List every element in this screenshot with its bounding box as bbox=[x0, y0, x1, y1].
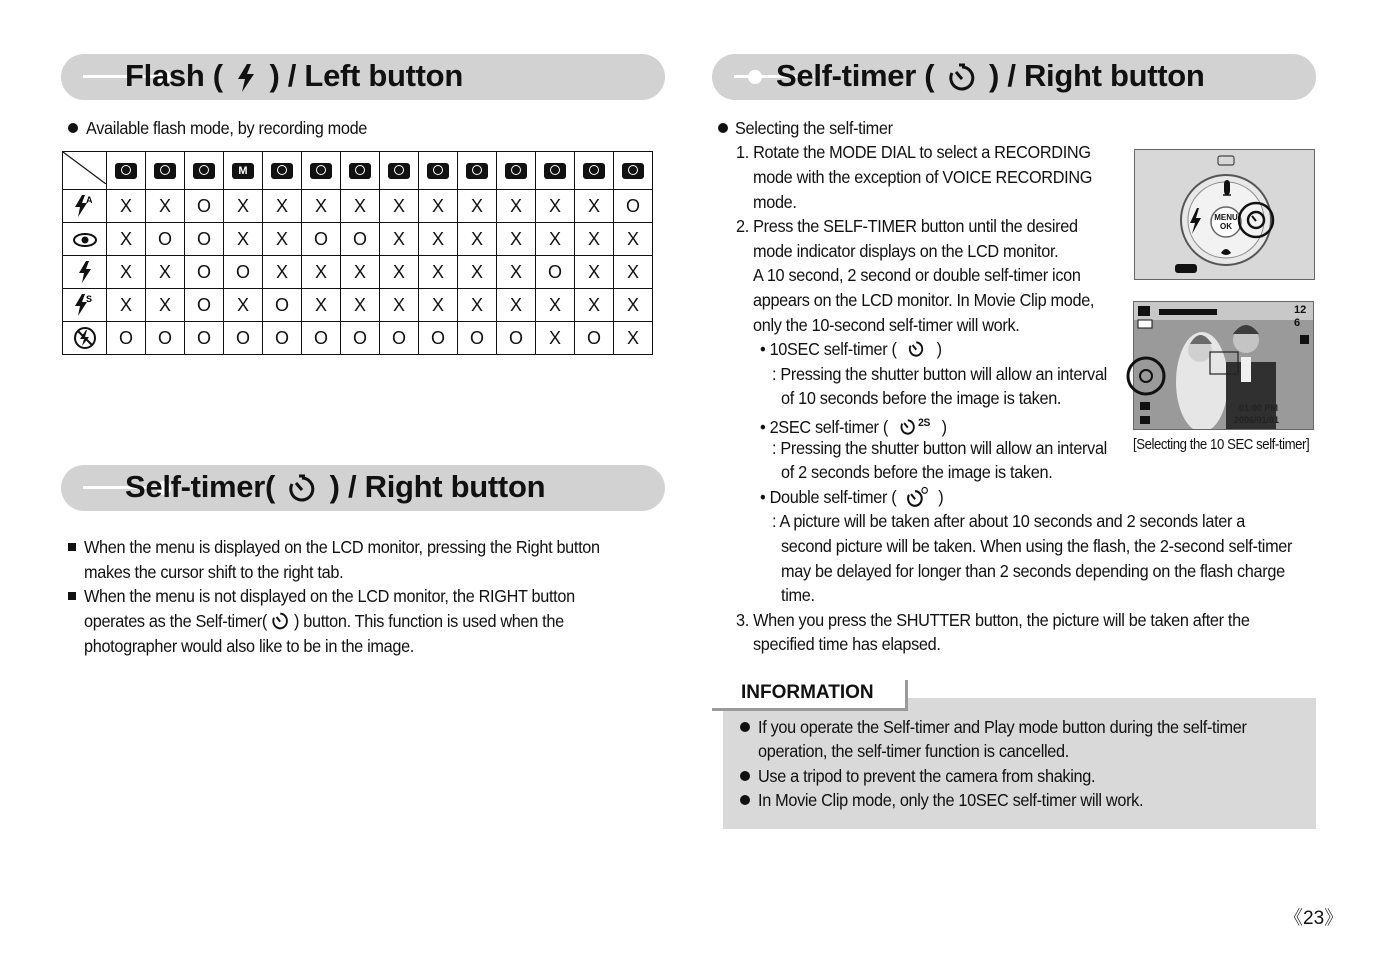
information-label: INFORMATION bbox=[741, 682, 874, 703]
sub-10sec-label: • 10SEC self-timer ( ) bbox=[760, 339, 942, 359]
table-cell: X bbox=[263, 190, 302, 223]
table-cell: O bbox=[458, 322, 497, 355]
table-cell: X bbox=[341, 190, 380, 223]
table-cell: X bbox=[146, 190, 185, 223]
self-timer-icon bbox=[287, 474, 317, 504]
table-cell: O bbox=[263, 289, 302, 322]
table-cell: X bbox=[146, 289, 185, 322]
table-cell: O bbox=[185, 289, 224, 322]
table-cell: X bbox=[575, 223, 614, 256]
table-cell: X bbox=[224, 190, 263, 223]
table-cell: X bbox=[224, 289, 263, 322]
table-cell: X bbox=[380, 256, 419, 289]
cafe-icon bbox=[505, 163, 527, 179]
night-icon bbox=[583, 163, 605, 179]
flash-fill-icon bbox=[76, 259, 94, 285]
photo-help-icon bbox=[310, 163, 332, 179]
table-cell: O bbox=[536, 256, 575, 289]
self-timer-double-icon bbox=[904, 486, 930, 508]
selftimer-right-header-bar bbox=[712, 54, 1316, 100]
sub-10sec-desc-2: of 10 seconds before the image is taken. bbox=[781, 388, 1062, 408]
table-cell: X bbox=[614, 322, 653, 355]
mode-header-cell bbox=[614, 152, 653, 190]
svg-text:A: A bbox=[85, 195, 92, 205]
flash-icon bbox=[235, 63, 257, 93]
bullet bbox=[68, 123, 78, 133]
table-cell: X bbox=[458, 223, 497, 256]
row-header-cell bbox=[63, 289, 107, 322]
step-1-line-2: mode with the exception of VOICE RECORDING bbox=[753, 167, 1093, 187]
table-cell: X bbox=[146, 256, 185, 289]
figure-caption: [Selecting the 10 SEC self-timer] bbox=[1133, 436, 1310, 453]
lcd-time: 01:00 PM bbox=[1239, 403, 1279, 413]
mode-header-cell bbox=[536, 152, 575, 190]
table-cell: X bbox=[614, 256, 653, 289]
mode-header-cell bbox=[185, 152, 224, 190]
self-timer-10sec-icon bbox=[906, 339, 926, 359]
step-1-line-3: mode. bbox=[753, 192, 797, 212]
table-cell: O bbox=[419, 322, 458, 355]
table-row bbox=[63, 223, 653, 256]
table-cell: X bbox=[341, 256, 380, 289]
info-item-1-line-2: operation, the self-timer function is cancelled. bbox=[758, 741, 1069, 761]
table-cell: X bbox=[224, 223, 263, 256]
table-cell: O bbox=[341, 322, 380, 355]
macro-icon bbox=[427, 163, 449, 179]
food-icon bbox=[466, 163, 488, 179]
right-lead-text: Selecting the self-timer bbox=[735, 118, 893, 138]
table-cell: X bbox=[419, 256, 458, 289]
lcd-shot-count: 12 bbox=[1294, 304, 1307, 316]
table-row bbox=[63, 190, 653, 223]
table-cell: X bbox=[536, 190, 575, 223]
flash-off-icon bbox=[73, 326, 97, 350]
flash-mode-table bbox=[62, 151, 653, 355]
backlight-icon bbox=[622, 163, 644, 179]
step-3-line-1: 3. When you press the SHUTTER button, the picture will be taken after the bbox=[736, 610, 1250, 630]
square-bullet bbox=[68, 592, 76, 600]
flash-header-bar bbox=[61, 54, 665, 100]
sub-double-desc-3: may be delayed for longer than 2 seconds depending on the flash charge bbox=[781, 561, 1285, 581]
step-2-line-4: appears on the LCD monitor. In Movie Clip mode, bbox=[753, 290, 1095, 310]
table-cell: O bbox=[107, 322, 146, 355]
info-item-3: In Movie Clip mode, only the 10SEC self-timer will work. bbox=[758, 790, 1144, 810]
program-icon bbox=[193, 163, 215, 179]
movie-icon bbox=[115, 163, 137, 179]
table-cell: X bbox=[380, 289, 419, 322]
step-2-line-5: only the 10-second self-timer will work. bbox=[753, 315, 1020, 335]
table-row bbox=[63, 256, 653, 289]
flash-intro-text: Available flash mode, by recording mode bbox=[86, 118, 368, 138]
table-cell: O bbox=[146, 223, 185, 256]
row-header-cell bbox=[63, 223, 107, 256]
table-cell: X bbox=[107, 289, 146, 322]
table-cell: X bbox=[341, 289, 380, 322]
selftimer-left-header-bar bbox=[61, 465, 665, 511]
table-cell: X bbox=[575, 190, 614, 223]
table-cell: X bbox=[263, 223, 302, 256]
bullet bbox=[740, 795, 750, 805]
table-cell: X bbox=[419, 289, 458, 322]
info-item-2: Use a tripod to prevent the camera from shaking. bbox=[758, 766, 1096, 786]
table-cell: X bbox=[458, 190, 497, 223]
table-cell: O bbox=[185, 190, 224, 223]
sub-double-desc-4: time. bbox=[781, 585, 815, 605]
table-cell: X bbox=[458, 289, 497, 322]
corner-diagonal bbox=[63, 152, 106, 184]
selftimer-left-item-2-line-3: photographer would also like to be in the image. bbox=[84, 636, 414, 656]
table-cell: X bbox=[419, 223, 458, 256]
sub-2sec-label: • 2SEC self-timer ( $^{2S}$ ) bbox=[760, 416, 947, 437]
selftimer-left-title: Self-timer( ) / Right button bbox=[125, 469, 546, 504]
sub-double-label: • Double self-timer ( ) bbox=[760, 487, 944, 507]
mode-header-cell bbox=[263, 152, 302, 190]
table-cell: O bbox=[263, 322, 302, 355]
mode-header-cell bbox=[419, 152, 458, 190]
dis-icon bbox=[271, 163, 293, 179]
mode-header-cell bbox=[146, 152, 185, 190]
page-number: 《23》 bbox=[1284, 908, 1344, 929]
table-cell: X bbox=[497, 289, 536, 322]
table-cell: O bbox=[341, 223, 380, 256]
table-cell: X bbox=[497, 256, 536, 289]
table-cell: O bbox=[185, 256, 224, 289]
table-cell: O bbox=[614, 190, 653, 223]
selftimer-right-title: Self-timer ( ) / Right button bbox=[776, 58, 1205, 93]
red-eye-icon bbox=[72, 231, 98, 249]
selftimer-left-item-2-line-1: When the menu is not displayed on the LCD monitor, the RIGHT button bbox=[84, 586, 575, 606]
table-cell: X bbox=[575, 289, 614, 322]
table-cell: X bbox=[497, 223, 536, 256]
table-cell: O bbox=[302, 223, 341, 256]
table-row bbox=[63, 322, 653, 355]
table-cell: X bbox=[380, 190, 419, 223]
table-cell: O bbox=[224, 256, 263, 289]
mode-header-cell bbox=[107, 152, 146, 190]
table-cell: X bbox=[536, 289, 575, 322]
step-2-line-3: A 10 second, 2 second or double self-timer icon bbox=[753, 265, 1081, 285]
slow-sync-icon bbox=[73, 292, 97, 318]
self-timer-2sec-sup: 2S bbox=[918, 417, 931, 429]
mode-header-cell bbox=[380, 152, 419, 190]
table-cell: X bbox=[614, 223, 653, 256]
bullet bbox=[718, 123, 728, 133]
header-dot bbox=[748, 70, 762, 84]
table-cell: O bbox=[146, 322, 185, 355]
selftimer-left-item-1-line-2: makes the cursor shift to the right tab. bbox=[84, 562, 344, 582]
table-cell: X bbox=[419, 190, 458, 223]
table-cell: X bbox=[536, 223, 575, 256]
table-cell: O bbox=[224, 322, 263, 355]
flash-section-title: Flash ( ) / Left button bbox=[125, 58, 463, 93]
row-header-cell bbox=[63, 322, 107, 355]
step-2-line-1: 2. Press the SELF-TIMER button until the desired bbox=[736, 216, 1078, 236]
self-timer-2sec-icon bbox=[898, 417, 918, 437]
selftimer-left-item-2-line-2: operates as the Self-timer( ) button. This function is used when the bbox=[84, 611, 564, 631]
sub-2sec-desc-1: : Pressing the shutter button will allow an interval bbox=[772, 438, 1107, 458]
table-cell: X bbox=[536, 322, 575, 355]
mode-header-cell bbox=[458, 152, 497, 190]
self-timer-icon bbox=[947, 63, 977, 93]
table-cell: X bbox=[614, 289, 653, 322]
table-cell: X bbox=[107, 190, 146, 223]
svg-text:S: S bbox=[85, 294, 92, 304]
mode-header-cell bbox=[302, 152, 341, 190]
sub-2sec-desc-2: of 2 seconds before the image is taken. bbox=[781, 462, 1053, 482]
table-cell: O bbox=[497, 322, 536, 355]
table-cell: O bbox=[380, 322, 419, 355]
mode-header-cell bbox=[341, 152, 380, 190]
table-cell: X bbox=[497, 190, 536, 223]
sub-double-desc-2: second picture will be taken. When using the flash, the 2-second self-timer bbox=[781, 536, 1293, 556]
table-cell: X bbox=[302, 190, 341, 223]
row-header-cell bbox=[63, 190, 107, 223]
table-cell: X bbox=[302, 289, 341, 322]
table-corner-cell bbox=[63, 152, 107, 190]
self-timer-icon bbox=[271, 611, 290, 631]
selftimer-left-item-1-line-1: When the menu is displayed on the LCD monitor, pressing the Right button bbox=[84, 537, 600, 557]
table-cell: O bbox=[185, 322, 224, 355]
lcd-date: 2006/01/01 bbox=[1234, 415, 1280, 425]
auto-icon bbox=[154, 163, 176, 179]
mode-header-cell bbox=[224, 152, 263, 190]
manual-icon: M bbox=[232, 163, 254, 179]
step-2-line-2: mode indicator displays on the LCD monitor. bbox=[753, 241, 1059, 261]
lcd-image-size: 6 bbox=[1294, 317, 1301, 329]
square-bullet bbox=[68, 543, 76, 551]
sub-double-desc-1: : A picture will be taken after about 10 seconds and 2 seconds later a bbox=[772, 511, 1246, 531]
table-cell: X bbox=[107, 256, 146, 289]
row-header-cell bbox=[63, 256, 107, 289]
lcd-selftimer-highlight bbox=[1124, 354, 1168, 398]
table-cell: O bbox=[302, 322, 341, 355]
table-cell: O bbox=[185, 223, 224, 256]
info-item-1-line-1: If you operate the Self-timer and Play mode button during the self-timer bbox=[758, 717, 1247, 737]
table-cell: X bbox=[263, 256, 302, 289]
table-header-row bbox=[63, 152, 653, 190]
information-tab bbox=[712, 680, 908, 711]
table-cell: X bbox=[458, 256, 497, 289]
landscape-icon bbox=[388, 163, 410, 179]
table-cell: O bbox=[575, 322, 614, 355]
children-icon bbox=[544, 163, 566, 179]
bullet bbox=[740, 771, 750, 781]
bullet bbox=[740, 722, 750, 732]
table-cell: X bbox=[575, 256, 614, 289]
table-cell: X bbox=[380, 223, 419, 256]
table-row bbox=[63, 289, 653, 322]
table-cell: X bbox=[107, 223, 146, 256]
mode-header-cell bbox=[497, 152, 536, 190]
flash-auto-icon bbox=[73, 193, 97, 219]
step-3-line-2: specified time has elapsed. bbox=[753, 634, 941, 654]
portrait-icon bbox=[349, 163, 371, 179]
menu-ok-label: MENU OK bbox=[1214, 213, 1238, 231]
table-cell: X bbox=[302, 256, 341, 289]
mode-header-cell bbox=[575, 152, 614, 190]
step-1-line-1: 1. Rotate the MODE DIAL to select a RECORDING bbox=[736, 142, 1091, 162]
camera-dial-illustration bbox=[1134, 149, 1315, 280]
sub-10sec-desc-1: : Pressing the shutter button will allow an interval bbox=[772, 364, 1107, 384]
